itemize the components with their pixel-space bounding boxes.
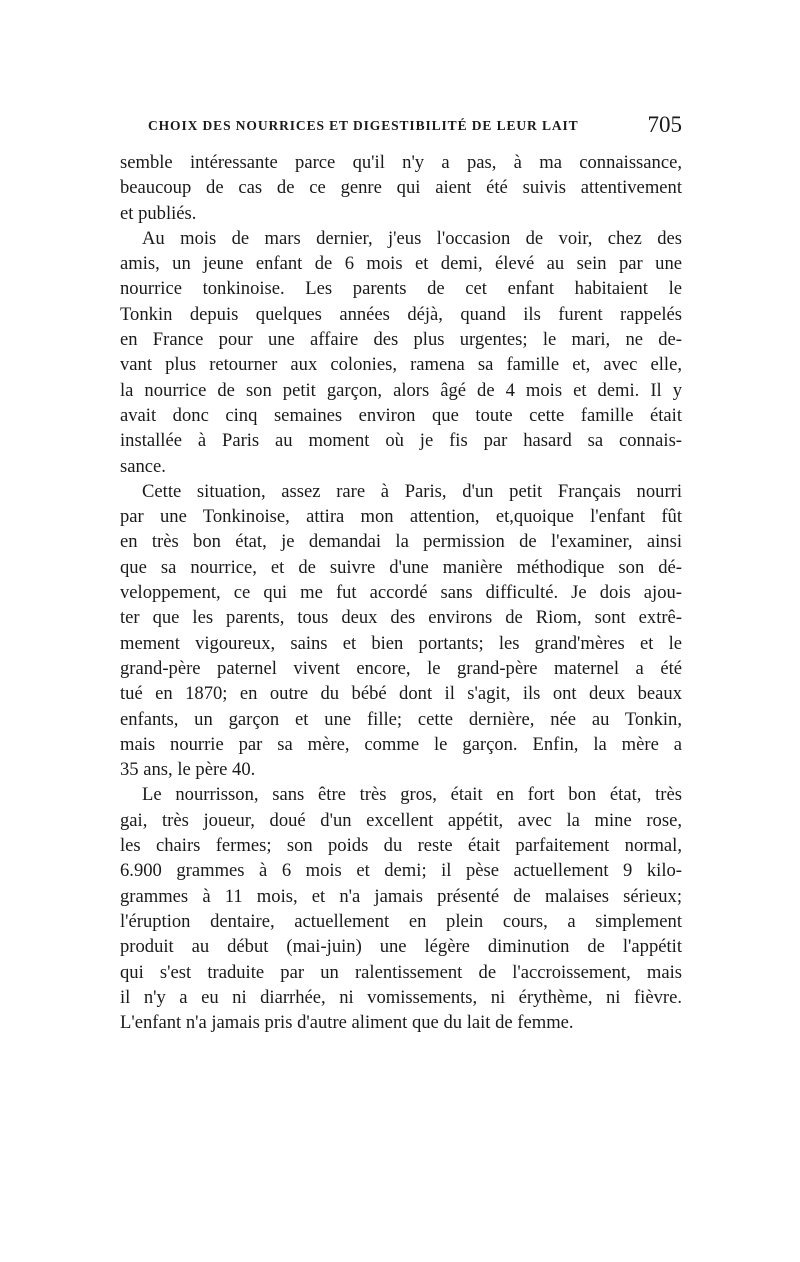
- text-line: que sa nourrice, et de suivre d'une manière méthodique son dé-: [120, 556, 682, 578]
- text-line: beaucoup de cas de ce genre qui aient été suivis attentivement: [120, 177, 682, 199]
- text-line: semble intéressante parce qu'il n'y a pas, à ma connaissance,: [120, 152, 682, 173]
- text-line: mement vigoureux, sains et bien portants; les grand'mères et le: [120, 632, 682, 654]
- text-line: ter que les parents, tous deux des environs de Riom, sont extrê-: [120, 607, 682, 629]
- text-line: la nourrice de son petit garçon, alors âgé de 4 mois et demi. Il y: [120, 379, 682, 401]
- text-line: et publiés.: [120, 202, 197, 224]
- text-line: 6.900 grammes à 6 mois et demi; il pèse actuellement 9 kilo-: [120, 860, 682, 882]
- page-number: 705: [647, 112, 682, 137]
- text-line: les chairs fermes; son poids du reste était parfaitement normal,: [120, 835, 682, 857]
- text-line: mais nourrie par sa mère, comme le garçon. Enfin, la mère a: [120, 733, 682, 755]
- text-line: en France pour une affaire des plus urgentes; le mari, ne de-: [120, 329, 682, 351]
- text-line: tué en 1870; en outre du bébé dont il s'agit, ils ont deux beaux: [120, 683, 682, 705]
- text-line: par une Tonkinoise, attira mon attention, et,quoique l'enfant fût: [120, 506, 682, 528]
- text-line: qui s'est traduite par un ralentissement de l'accroissement, mais: [120, 961, 682, 983]
- paragraph-start-line: Le nourrisson, sans être très gros, était en fort bon état, très: [142, 784, 682, 806]
- text-line: Tonkin depuis quelques années déjà, quand ils furent rappelés: [120, 303, 682, 325]
- body-text: [120, 150, 682, 1035]
- text-line: enfants, un garçon et une fille; cette dernière, née au Tonkin,: [120, 708, 682, 730]
- text-line: l'éruption dentaire, actuellement en plein cours, a simplement: [120, 910, 682, 932]
- paragraph-start-line: Au mois de mars dernier, j'eus l'occasion de voir, chez des: [142, 227, 682, 249]
- running-title: CHOIX DES NOURRICES ET DIGESTIBILITÉ DE LEUR LAIT: [148, 118, 579, 133]
- text-line: nourrice tonkinoise. Les parents de cet enfant habitaient le: [120, 278, 682, 300]
- text-line: amis, un jeune enfant de 6 mois et demi, élevé au sein par une: [120, 253, 682, 275]
- text-line: 35 ans, le père 40.: [120, 759, 256, 781]
- text-line: sance.: [120, 455, 166, 477]
- text-line: vant plus retourner aux colonies, ramena sa famille et, avec elle,: [120, 354, 682, 376]
- text-line: veloppement, ce qui me fut accordé sans difficulté. Je dois ajou-: [120, 582, 682, 604]
- text-line: gai, très joueur, doué d'un excellent appétit, avec la mine rose,: [120, 809, 682, 831]
- text-line: il n'y a eu ni diarrhée, ni vomissements, ni érythème, ni fièvre.: [120, 986, 682, 1008]
- text-line: installée à Paris au moment où je fis par hasard sa connais-: [120, 430, 682, 452]
- running-head: [120, 112, 682, 146]
- text-line: en très bon état, je demandai la permission de l'examiner, ainsi: [120, 531, 682, 553]
- text-line: produit au début (mai-juin) une légère diminution de l'appétit: [120, 936, 682, 958]
- text-line: grand-père paternel vivent encore, le grand-père maternel a été: [120, 657, 682, 679]
- text-line: L'enfant n'a jamais pris d'autre aliment que du lait de femme.: [120, 1012, 574, 1034]
- text-line: avait donc cinq semaines environ que toute cette famille était: [120, 404, 682, 426]
- text-line: grammes à 11 mois, et n'a jamais présenté de malaises sérieux;: [120, 885, 682, 907]
- paragraph-start-line: Cette situation, assez rare à Paris, d'un petit Français nourri: [142, 480, 682, 502]
